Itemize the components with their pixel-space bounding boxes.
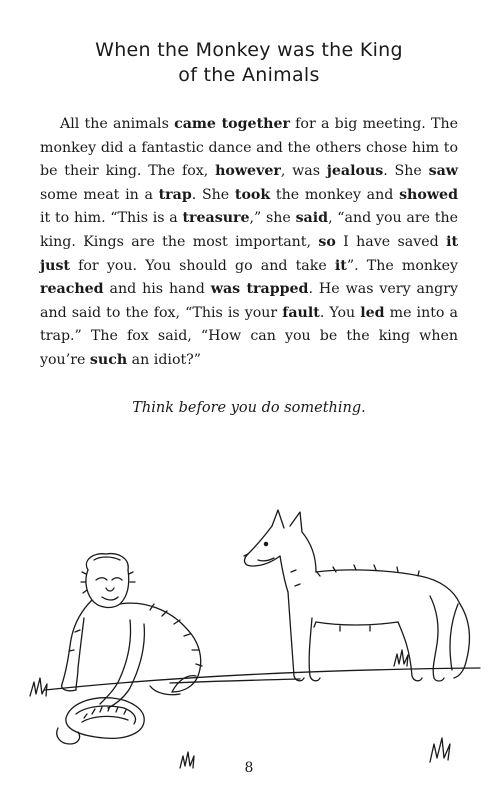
emphasized-word: fault: [282, 304, 320, 321]
story-text: , was: [280, 163, 327, 180]
title-line-1: When the Monkey was the King: [95, 39, 403, 61]
story-text: . He was very angry and said to the fox, “This is your: [40, 281, 458, 321]
story-text: , “and you are the king. Kings are the most important,: [40, 210, 458, 250]
emphasized-word: reached: [40, 281, 104, 298]
story-text: ”. The monkey: [346, 257, 459, 274]
story-text: I have saved: [335, 233, 447, 250]
monkey-icon: [62, 554, 202, 708]
emphasized-word: treasure: [182, 210, 250, 227]
story-paragraph: [40, 113, 458, 373]
emphasized-word: trap: [158, 186, 192, 203]
ground-lines: [45, 668, 480, 690]
story-text: . She: [383, 163, 429, 180]
story-text: it to him. “This is a: [40, 210, 183, 227]
moral-line: Think before you do something.: [132, 400, 366, 416]
story-text: me into a trap.” The fox said, “How can you be the king when you’re: [40, 304, 458, 368]
emphasized-word: saw: [428, 163, 458, 180]
emphasized-word: said: [295, 210, 329, 227]
emphasized-word: it: [334, 257, 347, 274]
story-text: for you. You should go and take: [70, 257, 335, 274]
emphasized-word: led: [360, 304, 385, 321]
emphasized-word: showed: [399, 186, 458, 203]
emphasized-word: it: [446, 233, 459, 250]
story-text: an idiot?”: [127, 351, 202, 368]
emphasized-word: came together: [174, 116, 290, 132]
story-illustration: [20, 500, 490, 785]
story-text: for a big meeting. The monkey did a fantastic dance and the others chose him to be their king. The fox,: [40, 116, 458, 180]
emphasized-word: just: [40, 257, 70, 274]
story-text: ,” she: [249, 210, 296, 227]
emphasized-word: jealous: [326, 163, 384, 180]
emphasized-word: such: [89, 351, 128, 368]
grass-icon: [30, 650, 450, 768]
story-text: . You: [319, 304, 361, 321]
emphasized-word: so: [318, 233, 336, 250]
story-text: the monkey and: [270, 186, 400, 203]
fox-icon: [244, 510, 469, 681]
emphasized-word: was trapped: [210, 281, 309, 298]
emphasized-word: however: [215, 163, 281, 180]
story-text: and his hand: [103, 281, 211, 298]
story-text: some meat in a: [40, 186, 159, 203]
page-number: 8: [244, 760, 254, 776]
page-title: [0, 38, 498, 88]
title-line-2: of the Animals: [178, 64, 320, 86]
story-text: . She: [191, 186, 235, 203]
story-text: All the animals: [60, 116, 175, 132]
emphasized-word: took: [234, 186, 271, 203]
trap-icon: [57, 698, 144, 744]
